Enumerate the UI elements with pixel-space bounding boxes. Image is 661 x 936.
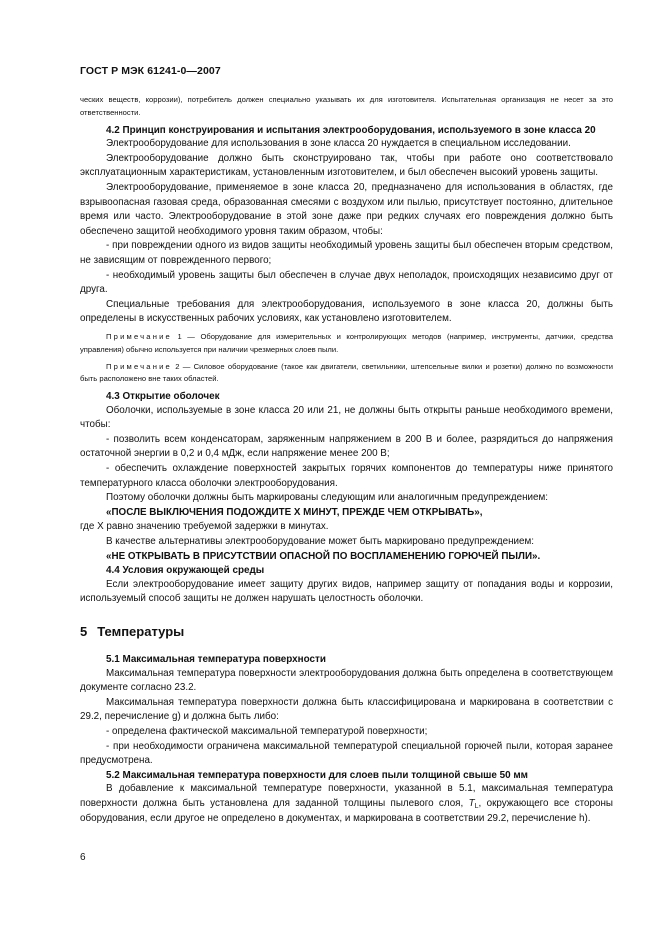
list-item: - обеспечить охлаждение поверхностей закрытых горячих компонентов до температуры ниже принятого температурного класса оболочки электрооборудования. [80,463,613,489]
section-5-1-heading: 5.1 Максимальная температура поверхности [106,654,326,665]
paragraph: Поэтому оболочки должны быть маркированы следующим или аналогичным предупреждением: [106,492,548,504]
paragraph: В качестве альтернативы электрооборудование может быть маркировано предупреждением: [106,536,535,548]
page-body [80,94,613,826]
page-number: 6 [80,852,86,863]
section-4-4-heading: 4.4 Условия окружающей среды [106,565,265,577]
note-2 [80,361,613,387]
list-item: - позволить всем конденсаторам, заряженным напряжением в 200 В и более, разрядиться до напряжения остаточной энергии в 0,2 и 0,4 мДж, если напряжение менее 200 В; [80,433,613,460]
paragraph: Электрооборудование, применяемое в зоне класса 20, предназначено для использования в областях, где взрывоопасная газовая среда, образованная смесями с воздухом или пылью, присутствует постоянно, длительное время или часто. Электрооборудование в этой зоне даже при редких случаях его повреждения должно быть обеспечено защитой необходимого уровня таким образом, чтобы: [80,181,613,237]
warning-marking-2: «НЕ ОТКРЫВАТЬ В ПРИСУТСТВИИ ОПАСНОЙ ПО ВОСПЛАМЕНЕНИЮ ГОРЮЧЕЙ ПЫЛИ». [106,550,541,562]
paragraph: Электрооборудование должно быть сконструировано так, чтобы при работе оно соответствовало эксплуатационным характеристикам, установленным изготовителем, и был обеспечен высокий уровень защиты. [80,152,613,179]
symbol-T: T [468,797,475,809]
section-5-heading [80,623,613,641]
note-text: 2 — Силовое оборудование (такое как двигатели, светильники, штепсельные вилки и розетки) должно по возможности быть расположено вне таких областей. [80,361,613,384]
note-lead: Примечание [106,331,172,341]
document-header: ГОСТ Р МЭК 61241-0—2007 [80,65,221,77]
continued-paragraph: ческих веществ, коррозии), потребитель должен специально указывать их для изготовителя. Испытательная организация не несет за это ответственности. [80,95,613,117]
section-5-2-heading: 5.2 Максимальная температура поверхности для слоев пыли толщиной свыше 50 мм [106,769,528,781]
list-item: - определена фактической максимальной температурой поверхности; [106,725,428,737]
symbol-subscript: L [474,802,479,810]
paragraph: где X равно значению требуемой задержки в минутах. [80,521,329,533]
list-item: - при повреждении одного из видов защиты необходимый уровень защиты был обеспечен вторым средством, не зависящим от поврежденного первого; [80,240,613,266]
text-part: В добавление к максимальной температуре поверхности, указанной в 5.1, максимальная температура поверхности должна быть установлена для заданной толщины пылевого слоя, [80,783,613,809]
section-4-3-heading: 4.3 Открытие оболочек [106,391,220,403]
paragraph: Максимальная температура поверхности должна быть классифицирована и маркирована в соответствии с 29.2, перечисление g) и должна быть либо: [80,696,613,723]
paragraph: Оболочки, используемые в зоне класса 20 или 21, не должны быть открыты раньше необходимого времени, чтобы: [80,404,613,431]
section-number: 5 [80,624,88,639]
note-lead: Примечание [106,361,172,371]
paragraph: Максимальная температура поверхности электрооборудования должна быть определена в соответствующем документе согласно 23.2. [80,667,613,694]
paragraph: Электрооборудование для использования в зоне класса 20 нуждается в специальном исследовании. [106,138,571,150]
paragraph: Если электрооборудование имеет защиту других видов, например защиту от попадания воды и коррозии, используемый способ защиты не должен нарушать целостность оболочки. [80,578,613,605]
note-text: 1 — Оборудование для измерительных и контролирующих методов (например, инструменты, датчики, средства управления) обычно используется при наличии чрезмерных слоев пыли. [80,331,613,354]
list-item: - при необходимости ограничена максимальной температурой специальной горючей пыли, которая заранее предусмотрена. [80,740,613,767]
section-title: Температуры [97,624,185,639]
list-item: - необходимый уровень защиты был обеспечен в случае двух неполадок, происходящих независимо друг от друга. [80,269,613,296]
warning-marking-1: «ПОСЛЕ ВЫКЛЮЧЕНИЯ ПОДОЖДИТЕ X МИНУТ, ПРЕЖДЕ ЧЕМ ОТКРЫВАТЬ», [106,506,483,518]
text-part: , окружающего все стороны оборудования, если другое не определено в документах, и маркирована в соответствии 29.2, перечисление h). [80,797,613,824]
note-1 [80,331,613,357]
paragraph: Специальные требования для электрооборудования, используемого в зоне класса 20, должны быть определены в искусственных рабочих условиях, как установлено изготовителем. [80,298,613,325]
section-4-2-heading: 4.2 Принцип конструирования и испытания электрооборудования, используемого в зоне класса 20 [106,124,596,136]
paragraph [80,782,613,826]
